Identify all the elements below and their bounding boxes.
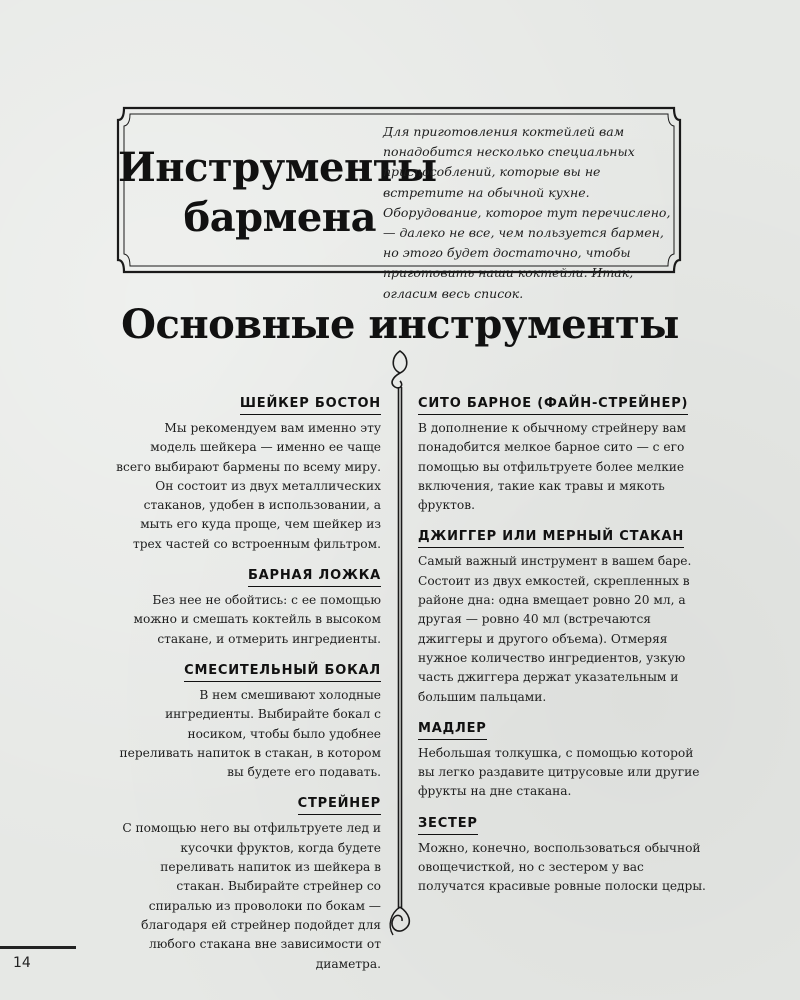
page-number-rule: [0, 946, 76, 949]
tool-entry-title: СИТО БАРНОЕ (ФАЙН-СТРЕЙНЕР): [418, 395, 688, 415]
column-divider-ornament: [383, 347, 417, 947]
tool-entry-description: С помощью него вы отфильтруете лед и кусочки фруктов, когда будете переливать напиток из шейкера в стакан. Выбирайте стрейнер со спиралью из проволоки по бокам — благодаря ей стрейнер подойдет для любого стакана вне зависимости от диаметра.: [122, 821, 381, 971]
tool-entry-title: МАДЛЕР: [418, 720, 487, 740]
page-title-line-2: бармена: [183, 194, 376, 241]
tool-entry-mixing-glass: [116, 659, 381, 782]
page-title-line-1: Инструменты: [118, 144, 437, 191]
tool-entry-title: ЗЕСТЕР: [418, 815, 478, 835]
tool-entry-title: ШЕЙКЕР БОСТОН: [240, 395, 381, 415]
tool-entry-description: В нем смешивают холодные ингредиенты. Выбирайте бокал с носиком, чтобы было удобнее переливать напиток в стакан, в котором вы будете его подавать.: [119, 687, 381, 780]
page-number: 14: [13, 955, 31, 971]
tool-entry-zester: [418, 812, 708, 897]
right-column: [418, 392, 708, 907]
tool-entry-description: Самый важный инструмент в вашем баре. Состоит из двух емкостей, скрепленных в районе дна: одна вмещает ровно 20 мл, а другая — ровно 40 мл (встречаются джиггеры и другого объема). Отмеряя нужное количество ингредиентов, узкую часть джиггера держат указательным и большим пальцами.: [418, 554, 692, 704]
tool-entry-jigger: [418, 525, 708, 706]
tool-entry-muddler: [418, 717, 708, 802]
tool-entry-description: Мы рекомендуем вам именно эту модель шейкера — именно ее чаще всего выбирают бармены по всему миру. Он состоит из двух металлических стаканов, удобен в использовании, а мыть его куда проще, чем шейкер из трех частей со встроенным фильтром.: [116, 421, 381, 551]
tool-entry-bar-spoon: [116, 564, 381, 649]
tool-entry-title: СТРЕЙНЕР: [298, 795, 381, 815]
tool-entry-title: СМЕСИТЕЛЬНЫЙ БОКАЛ: [184, 662, 381, 682]
tool-entry-shaker-boston: [116, 392, 381, 554]
tool-entry-fine-strainer: [418, 392, 708, 515]
tool-entry-title: БАРНАЯ ЛОЖКА: [248, 567, 381, 587]
tool-entry-strainer: [116, 792, 381, 973]
tool-entry-description: Небольшая толкушка, с помощью которой вы легко раздавите цитрусовые или другие фрукты на дне стакана.: [418, 745, 700, 799]
left-column: [116, 392, 381, 984]
section-title: Основные инструменты: [121, 301, 679, 348]
tool-entry-description: В дополнение к обычному стрейнеру вам понадобится мелкое барное сито — с его помощью вы отфильтруете более мелкие включения, такие как травы и мякоть фруктов.: [418, 421, 686, 513]
intro-paragraph: Для приготовления коктейлей вам понадобится несколько специальных приспособлений, которые вы не встретите на обычной кухне. Оборудование, которое тут перечислено, — далеко не все, чем пользуется бармен, но этого будет достаточно, чтобы приготовить наши коктейли. Итак, огласим весь список.: [383, 124, 671, 301]
tool-entry-title: ДЖИГГЕР ИЛИ МЕРНЫЙ СТАКАН: [418, 528, 684, 548]
tool-entry-description: Можно, конечно, воспользоваться обычной овощечисткой, но с зестером у вас получатся красивые ровные полоски цедры.: [418, 840, 706, 894]
tool-entry-description: Без нее не обойтись: с ее помощью можно и смешать коктейль в высоком стакане, и отмерить ингредиенты.: [133, 593, 381, 646]
page-title: [118, 143, 437, 243]
